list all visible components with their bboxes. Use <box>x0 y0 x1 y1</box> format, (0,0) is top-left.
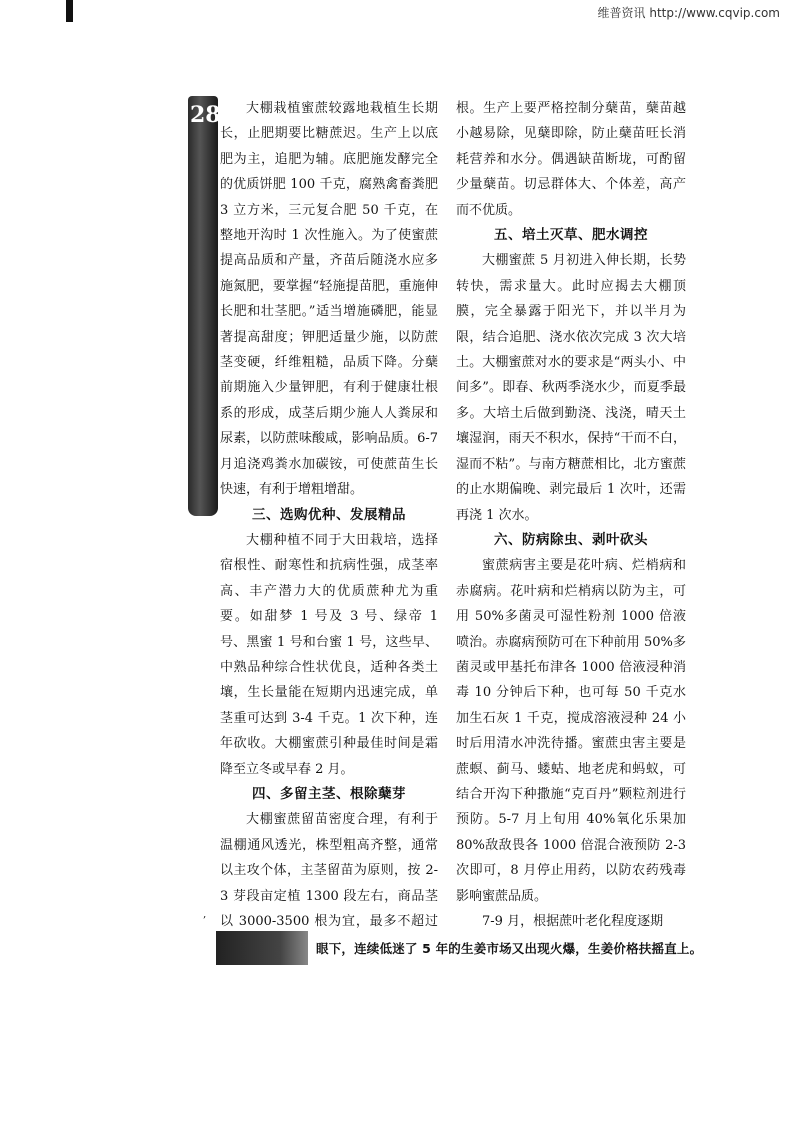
left-column <box>220 96 438 960</box>
footer-note: 眼下，连续低迷了 5 年的生姜市场又出现火爆，生姜价格扶摇直上。 <box>316 941 703 956</box>
right-column <box>456 96 686 934</box>
paragraph: 大棚栽植蜜蔗较露地栽植生长期长，止肥期要比糖蔗迟。生产上以底肥为主，追肥为辅。底肥施发酵完全的优质饼肥 100 千克，腐熟禽畜粪肥 3 立方米，三元复合肥 50 千克，在整地开沟时 1 次性施入。为了使蜜蔗提高品质和产量，齐苗后随浇水应多施氮肥，要掌握“轻施提苗肥，重施伸长肥和壮茎肥。”适当增施磷肥，能显著提高甜度；钾肥适量少施，以防蔗茎变硬，纤维粗糙，品质下降。分蘖前期施入少量钾肥，有利于健康壮根系的形成，成茎后期少施人人粪尿和尿素，以防蔗味酸咸，影响品质。6-7 月追浇鸡粪水加碳铵，可使蔗苗生长快速，有利于增粗增甜。 <box>220 101 438 498</box>
section-heading: 六、防病除虫、剥叶砍头 <box>494 531 648 548</box>
paragraph: 大棚蜜蔗留苗密度合理，有利于温棚通风透光，株型粗高齐整，通常以主攻个体，主茎留苗为原则，按 2-3 芽段亩定植 1300 段左右，商品茎以 3000-3500 根为宜，最多不超过 <box>220 812 438 929</box>
paragraph: 根。生产上要严格控制分蘖苗，蘖苗越小越易除，见蘖即除，防止蘖苗旺长消耗营养和水分。偶遇缺苗断垅，可酌留少量蘖苗。切忌群体大、个体差，高产而不优质。 <box>456 101 686 218</box>
side-banner <box>188 96 221 516</box>
footer-logo <box>216 931 308 965</box>
paragraph: 大棚蜜蔗 5 月初进入伸长期，长势转快，需求量大。此时应揭去大棚顶膜，完全暴露于阳光下，并以半月为限，结合追肥、浇水依次完成 3 次大培土。大棚蜜蔗对水的要求是“两头小、中间多”。即春、秋两季浇水少，而夏季最多。大培土后做到勤浇、浅浇，晴天土壤湿润，雨天不积水，保持“干而不白，湿而不粘”。与南方糖蔗相比，北方蜜蔗的止水期偏晚、剥完最后 1 次叶，还需再浇 1 次水。 <box>456 253 686 523</box>
watermark-text: 维普资讯 http://www.cqvip.com <box>597 6 780 20</box>
scan-mark <box>66 0 73 22</box>
paragraph: 大棚种植不同于大田栽培，选择宿根性、耐寒性和抗病性强，成茎率高、丰产潜力大的优质蔗种尤为重要。如甜梦 1 号及 3 号、绿帝 1 号、黑蜜 1 号和台蜜 1 号，这些早、中熟品种综合性状优良，适种各类土壤，生长量能在短期内迅速完成，单茎重可达到 3-4 千克。1 次下种，连年砍收。大棚蜜蔗引种最佳时间是霜降至立冬或早春 2 月。 <box>220 532 438 777</box>
section-heading: 五、培土灭草、肥水调控 <box>494 227 648 244</box>
paragraph: 蜜蔗病害主要是花叶病、烂梢病和赤腐病。花叶病和烂梢病以防为主，可用 50%多菌灵可湿性粉剂 1000 倍液喷治。赤腐病预防可在下种前用 50%多菌灵或甲基托布津各 1000 倍液浸种消毒 10 分钟后下种，也可每 50 千克水加生石灰 1 千克，搅成溶液浸种 24 小时后用清水冲洗待播。蜜蔗虫害主要是蔗螟、蓟马、蝼蛄、地老虎和蚂蚁，可结合开沟下种撒施“克百丹”颗粒剂进行预防。5-7 月上旬用 40%氧化乐果加 80%敌敌畏各 1000 倍混合液预防 2-3 次即可，8 月停止用药，以防农药残毒影响蜜蔗品质。 <box>456 558 686 904</box>
page-number: 28 <box>190 102 221 128</box>
paragraph: 7-9 月，根据蔗叶老化程度逐期 <box>482 914 664 929</box>
section-heading: 三、选购优种、发展精品 <box>252 506 406 523</box>
scan-tick: ‚ <box>203 909 207 920</box>
section-heading: 四、多留主茎、根除蘖芽 <box>252 785 406 802</box>
